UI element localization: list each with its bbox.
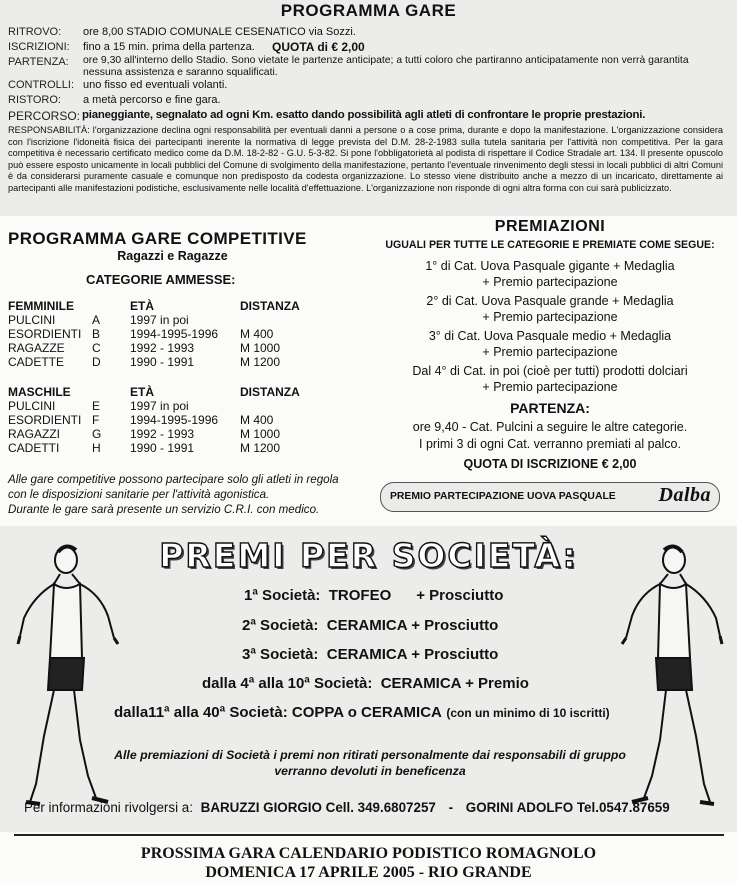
societa-row-3: 3ª Società: CERAMICA + Prosciutto bbox=[242, 646, 499, 663]
female-eta-cell: 1990 - 1991 bbox=[130, 355, 195, 369]
female-eta-cell: 1992 - 1993 bbox=[130, 341, 195, 355]
ritrovo-label: RITROVO: bbox=[8, 26, 62, 38]
premio-item bbox=[370, 328, 730, 360]
female-header-eta: ETÀ bbox=[130, 299, 154, 313]
male-header-dist: DISTANZA bbox=[240, 385, 300, 399]
male-code-cell: G bbox=[92, 427, 102, 441]
responsabilita-value: l'organizzazione declina ogni responsabilità per eventuali danni a persone o a cose prima, durante e dopo la manifestazione. L'organizzazione considera con l'iscrizione l'idoneità fisica dei partecipanti inerente la normativa di legge prevista del D.M. 28-2-1983 sulla tutela sanitaria per l'attività non competitiva. Per la gara competitiva è necessario certificato medico come da D.M. 18-2-82 - G.U. 5-3-82. Si pone l'obbligatorietà al podista di rispettare il Codice Stradale art. 134. Il presente opuscolo può essere esposto unicamente in locali pubblici del Comune di svolgimento della manifestazione, pertanto l'eventuale rinvenimento degli stessi in locali pubblici di altri Comuni è da considerarsi puramente casuale e comunque non predisposto da codesta organizzazione. Lo stesso viene distribuito anche a mezzo di un incaricato, direttamente ai partecipanti alle manifestazioni podistiche, esclusivamente nelle località d'effettuazione. L'organizzazione non risponde di ogni altra forma con cui sarà publicizzato. bbox=[8, 125, 723, 193]
female-code-cell: D bbox=[92, 355, 101, 369]
premio-item-line2: + Premio partecipazione bbox=[482, 275, 618, 289]
male-eta-cell: 1997 in poi bbox=[130, 399, 189, 413]
partenza-value: ore 9,30 all'interno dello Stadio. Sono vietate le partenze anticipate; a tutti coloro che partiranno anticipatamente non verrà garantita nessuna assistenza e saranno squalificati. bbox=[83, 55, 689, 78]
premio-item-line2: + Premio partecipazione bbox=[482, 380, 618, 394]
premiazioni-list bbox=[370, 258, 730, 398]
competitive-note bbox=[8, 472, 339, 517]
iscrizioni-label: ISCRIZIONI: bbox=[8, 41, 70, 53]
competitive-note-2: con le disposizioni sanitarie per l'attività agonistica. bbox=[8, 488, 270, 501]
male-cat-cell: PULCINI bbox=[8, 399, 56, 413]
premio-item-line1: 3° di Cat. Uova Pasquale medio + Medaglia bbox=[428, 329, 672, 343]
male-eta-cell: 1990 - 1991 bbox=[130, 441, 195, 455]
partenza-title: PARTENZA: bbox=[510, 400, 590, 416]
competitive-subtitle: Ragazzi e Ragazze bbox=[117, 249, 228, 263]
controlli-value: uno fisso ed eventuali volanti. bbox=[83, 79, 228, 91]
male-cat-cell: ESORDIENTI bbox=[8, 413, 82, 427]
female-cat-cell: RAGAZZE bbox=[8, 341, 65, 355]
footer-line-2: DOMENICA 17 APRILE 2005 - RIO GRANDE bbox=[205, 864, 532, 881]
societa-note-2: verranno devoluti in beneficenza bbox=[274, 764, 466, 778]
female-cat-cell: ESORDIENTI bbox=[8, 327, 82, 341]
male-code-cell: H bbox=[92, 441, 101, 455]
male-eta-cell: 1992 - 1993 bbox=[130, 427, 195, 441]
premio-item-line2: + Premio partecipazione bbox=[482, 345, 618, 359]
female-header-dist: DISTANZA bbox=[240, 299, 300, 313]
female-header-cat: FEMMINILE bbox=[8, 299, 74, 313]
contact-gorini: GORINI ADOLFO Tel.0547.87659 bbox=[465, 800, 670, 815]
partenza-label: PARTENZA: bbox=[8, 56, 69, 68]
ritrovo-value: ore 8,00 STADIO COMUNALE CESENATICO via Sozzi. bbox=[83, 26, 356, 38]
table-row bbox=[8, 414, 338, 428]
male-dist-cell: M 1200 bbox=[240, 441, 281, 455]
male-cat-cell: CADETTI bbox=[8, 441, 60, 455]
male-code-cell: F bbox=[92, 413, 100, 427]
premio-item bbox=[370, 363, 730, 395]
societa-note-1: Alle premiazioni di Società i premi non ritirati personalmente dai responsabili di gruppo bbox=[114, 748, 626, 762]
female-dist-cell: M 1200 bbox=[240, 355, 281, 369]
male-cat-cell: RAGAZZI bbox=[8, 427, 61, 441]
premiazioni-subtitle: UGUALI PER TUTTE LE CATEGORIE E PREMIATE COME SEGUE: bbox=[385, 239, 715, 251]
female-eta-cell: 1994-1995-1996 bbox=[130, 327, 219, 341]
male-eta-cell: 1994-1995-1996 bbox=[130, 413, 219, 427]
premio-item bbox=[370, 293, 730, 325]
societa-title: PREMI PER SOCIETÀ: bbox=[159, 536, 578, 575]
premio-box bbox=[380, 482, 720, 512]
partenza-line-1: ore 9,40 - Cat. Pulcini a seguire le altre categorie. bbox=[412, 420, 688, 434]
female-code-cell: B bbox=[92, 327, 101, 341]
premio-item-line2: + Premio partecipazione bbox=[482, 310, 618, 324]
controlli-label: CONTROLLI: bbox=[8, 79, 75, 91]
male-table bbox=[8, 386, 338, 456]
female-table bbox=[8, 300, 338, 370]
iscrizioni-value: fino a 15 min. prima della partenza. bbox=[83, 41, 255, 53]
male-header-eta: ETÀ bbox=[130, 385, 154, 399]
societa-row-4: dalla 4ª alla 10ª Società: CERAMICA + Premio bbox=[202, 675, 529, 692]
competitive-note-3: Durante le gare sarà presente un servizio C.R.I. con medico. bbox=[8, 503, 320, 516]
contact-line bbox=[24, 800, 670, 815]
contact-baruzzi: BARUZZI GIORGIO Cell. 349.6807257 bbox=[200, 800, 436, 815]
societa-row-5 bbox=[114, 704, 610, 722]
categories-title: CATEGORIE AMMESSE: bbox=[86, 272, 236, 287]
responsabilita-label: RESPONSABILITÀ: bbox=[8, 125, 90, 135]
societa-note bbox=[110, 747, 630, 779]
male-code-cell: E bbox=[92, 399, 101, 413]
male-header-cat: MASCHILE bbox=[8, 385, 71, 399]
ristoro-label: RISTORO: bbox=[8, 94, 61, 106]
responsabilita-text bbox=[8, 125, 723, 195]
table-row bbox=[8, 342, 338, 356]
partenza-line-2: I primi 3 di ogni Cat. verranno premiati al palco. bbox=[419, 437, 681, 451]
table-row bbox=[8, 442, 338, 456]
female-code-cell: C bbox=[92, 341, 101, 355]
female-cat-cell: PULCINI bbox=[8, 313, 56, 327]
female-eta-cell: 1997 in poi bbox=[130, 313, 189, 327]
table-row bbox=[8, 400, 338, 414]
premio-item-line1: Dal 4° di Cat. in poi (cioè per tutti) prodotti dolciari bbox=[412, 364, 688, 378]
premio-item-line1: 1° di Cat. Uova Pasquale gigante + Medaglia bbox=[425, 259, 675, 273]
societa-row-1: 1ª Società: TROFEO + Prosciutto bbox=[244, 587, 504, 604]
premio-item bbox=[370, 258, 730, 290]
runner-right-illustration bbox=[618, 540, 726, 818]
female-code-cell: A bbox=[92, 313, 101, 327]
table-row bbox=[8, 356, 338, 370]
societa-row-2: 2ª Società: CERAMICA + Prosciutto bbox=[242, 617, 499, 634]
contact-prefix: Per informazioni rivolgersi a: bbox=[24, 800, 193, 815]
percorso-value: pianeggiante, segnalato ad ogni Km. esatto dando possibilità agli atleti di confrontare le proprie prestazioni. bbox=[82, 109, 646, 121]
quota-iscrizione: QUOTA DI ISCRIZIONE € 2,00 bbox=[463, 457, 637, 471]
societa-row-5-text: dalla11ª alla 40ª Società: COPPA o CERAMICA bbox=[114, 704, 442, 721]
footer-divider bbox=[14, 834, 724, 836]
premiazioni-title: PREMIAZIONI bbox=[494, 218, 606, 235]
dalba-logo: Dalba bbox=[658, 484, 711, 506]
page-title: PROGRAMMA GARE bbox=[280, 1, 457, 20]
competitive-title: PROGRAMMA GARE COMPETITIVE bbox=[8, 229, 307, 248]
contact-separator: - bbox=[448, 800, 454, 815]
iscrizioni-quota: QUOTA di € 2,00 bbox=[272, 40, 365, 54]
table-row bbox=[8, 428, 338, 442]
table-row bbox=[8, 328, 338, 342]
societa-row-5-note: (con un minimo di 10 iscritti) bbox=[446, 706, 610, 720]
percorso-label: PERCORSO: bbox=[8, 109, 81, 123]
competitive-note-1: Alle gare competitive possono partecipare solo gli atleti in regola bbox=[8, 473, 339, 486]
premio-box-text: PREMIO PARTECIPAZIONE UOVA PASQUALE bbox=[390, 491, 616, 502]
male-dist-cell: M 400 bbox=[240, 413, 274, 427]
female-cat-cell: CADETTE bbox=[8, 355, 65, 369]
ristoro-value: a metà percorso e fine gara. bbox=[83, 94, 221, 106]
table-row bbox=[8, 314, 338, 328]
male-dist-cell: M 1000 bbox=[240, 427, 281, 441]
female-dist-cell: M 1000 bbox=[240, 341, 281, 355]
premio-item-line1: 2° di Cat. Uova Pasquale grande + Medaglia bbox=[426, 294, 674, 308]
female-dist-cell: M 400 bbox=[240, 327, 274, 341]
footer-line-1: PROSSIMA GARA CALENDARIO PODISTICO ROMAGNOLO bbox=[140, 845, 597, 862]
runner-left-illustration bbox=[14, 540, 122, 818]
